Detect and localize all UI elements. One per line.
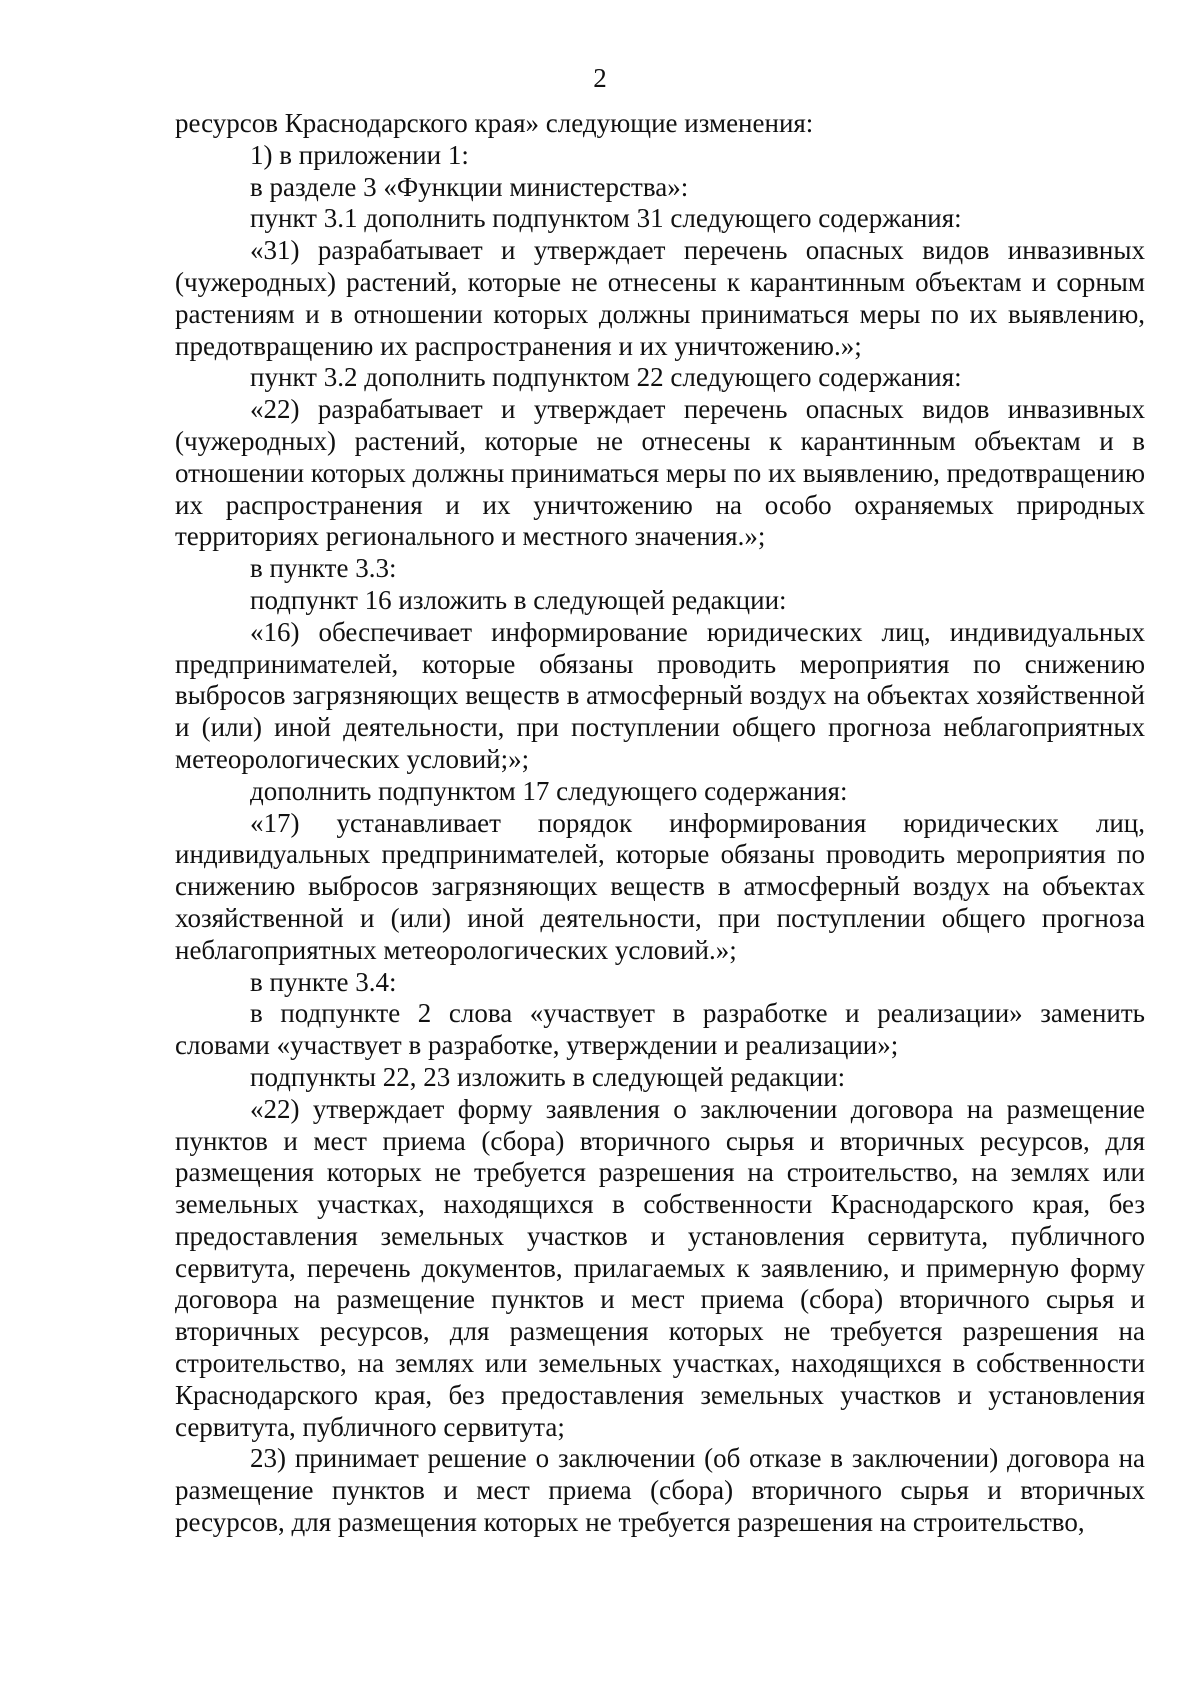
paragraph: «22) разрабатывает и утверждает перечень опасных видов инвазивных (чужеродных) растений, которые не отнесены к карантинным объектам и в отношении которых должны приниматься меры по их выявлению, предотвращению их распространения и их уничтожению на особо охраняемых природных территориях регионального и местного значения.»; [175,394,1145,552]
paragraph: пункт 3.1 дополнить подпунктом 31 следующего содержания: [250,203,962,234]
paragraph: «31) разрабатывает и утверждает перечень опасных видов инвазивных (чужеродных) растений, которые не отнесены к карантинным объектам и сорным растениям и в отношении которых должны приниматься меры по их выявлению, предотвращению их распространения и их уничтожению.»; [175,235,1145,361]
paragraph: подпункты 22, 23 изложить в следующей редакции: [250,1061,846,1092]
paragraph: в разделе 3 «Функции министерства»: [250,171,689,202]
paragraph: подпункт 16 изложить в следующей редакции: [250,584,787,615]
paragraph: в пункте 3.3: [250,553,397,584]
paragraph: в пункте 3.4: [250,966,397,997]
paragraph: «22) утверждает форму заявления о заключении договора на размещение пунктов и мест приема (сбора) вторичного сырья и вторичных ресурсов, для размещения которых не требуется разрешения на строительство, на землях или земельных участках, находящихся в собственности Краснодарского края, без предоставления земельных участков и установления сервитута, публичного сервитута, перечень документов, прилагаемых к заявлению, и примерную форму договора на размещение пунктов и мест приема (сбора) вторичного сырья и вторичных ресурсов, для размещения которых не требуется разрешения на строительство, на землях или земельных участках, находящихся в собственности Краснодарского края, без предоставления земельных участков и установления сервитута, публичного сервитута; [175,1093,1145,1442]
page-number: 2 [593,63,607,93]
paragraph: ресурсов Краснодарского края» следующие изменения: [175,108,814,138]
paragraph: «16) обеспечивает информирование юридических лиц, индивидуальных предпринимателей, которые обязаны проводить мероприятия по снижению выбросов загрязняющих веществ в атмосферный воздух на объектах хозяйственной и (или) иной деятельности, при поступлении общего прогноза неблагоприятных метеорологических условий;»; [175,616,1145,774]
paragraph: дополнить подпунктом 17 следующего содержания: [250,775,848,806]
paragraph: «17) устанавливает порядок информирования юридических лиц, индивидуальных предпринимателей, которые обязаны проводить мероприятия по снижению выбросов загрязняющих веществ в атмосферный воздух на объектах хозяйственной и (или) иной деятельности, при поступлении общего прогноза неблагоприятных метеорологических условий.»; [175,807,1145,965]
paragraph: пункт 3.2 дополнить подпунктом 22 следующего содержания: [250,362,962,393]
paragraph: 23) принимает решение о заключении (об отказе в заключении) договора на размещение пунктов и мест приема (сбора) вторичного сырья и вторичных ресурсов, для размещения которых не требуется разрешения на строительство, [175,1443,1145,1538]
paragraph: в подпункте 2 слова «участвует в разработке и реализации» заменить словами «участвует в разработке, утверждении и реализации»; [175,998,1145,1061]
paragraph: 1) в приложении 1: [250,139,469,170]
document-body [175,108,1145,1539]
